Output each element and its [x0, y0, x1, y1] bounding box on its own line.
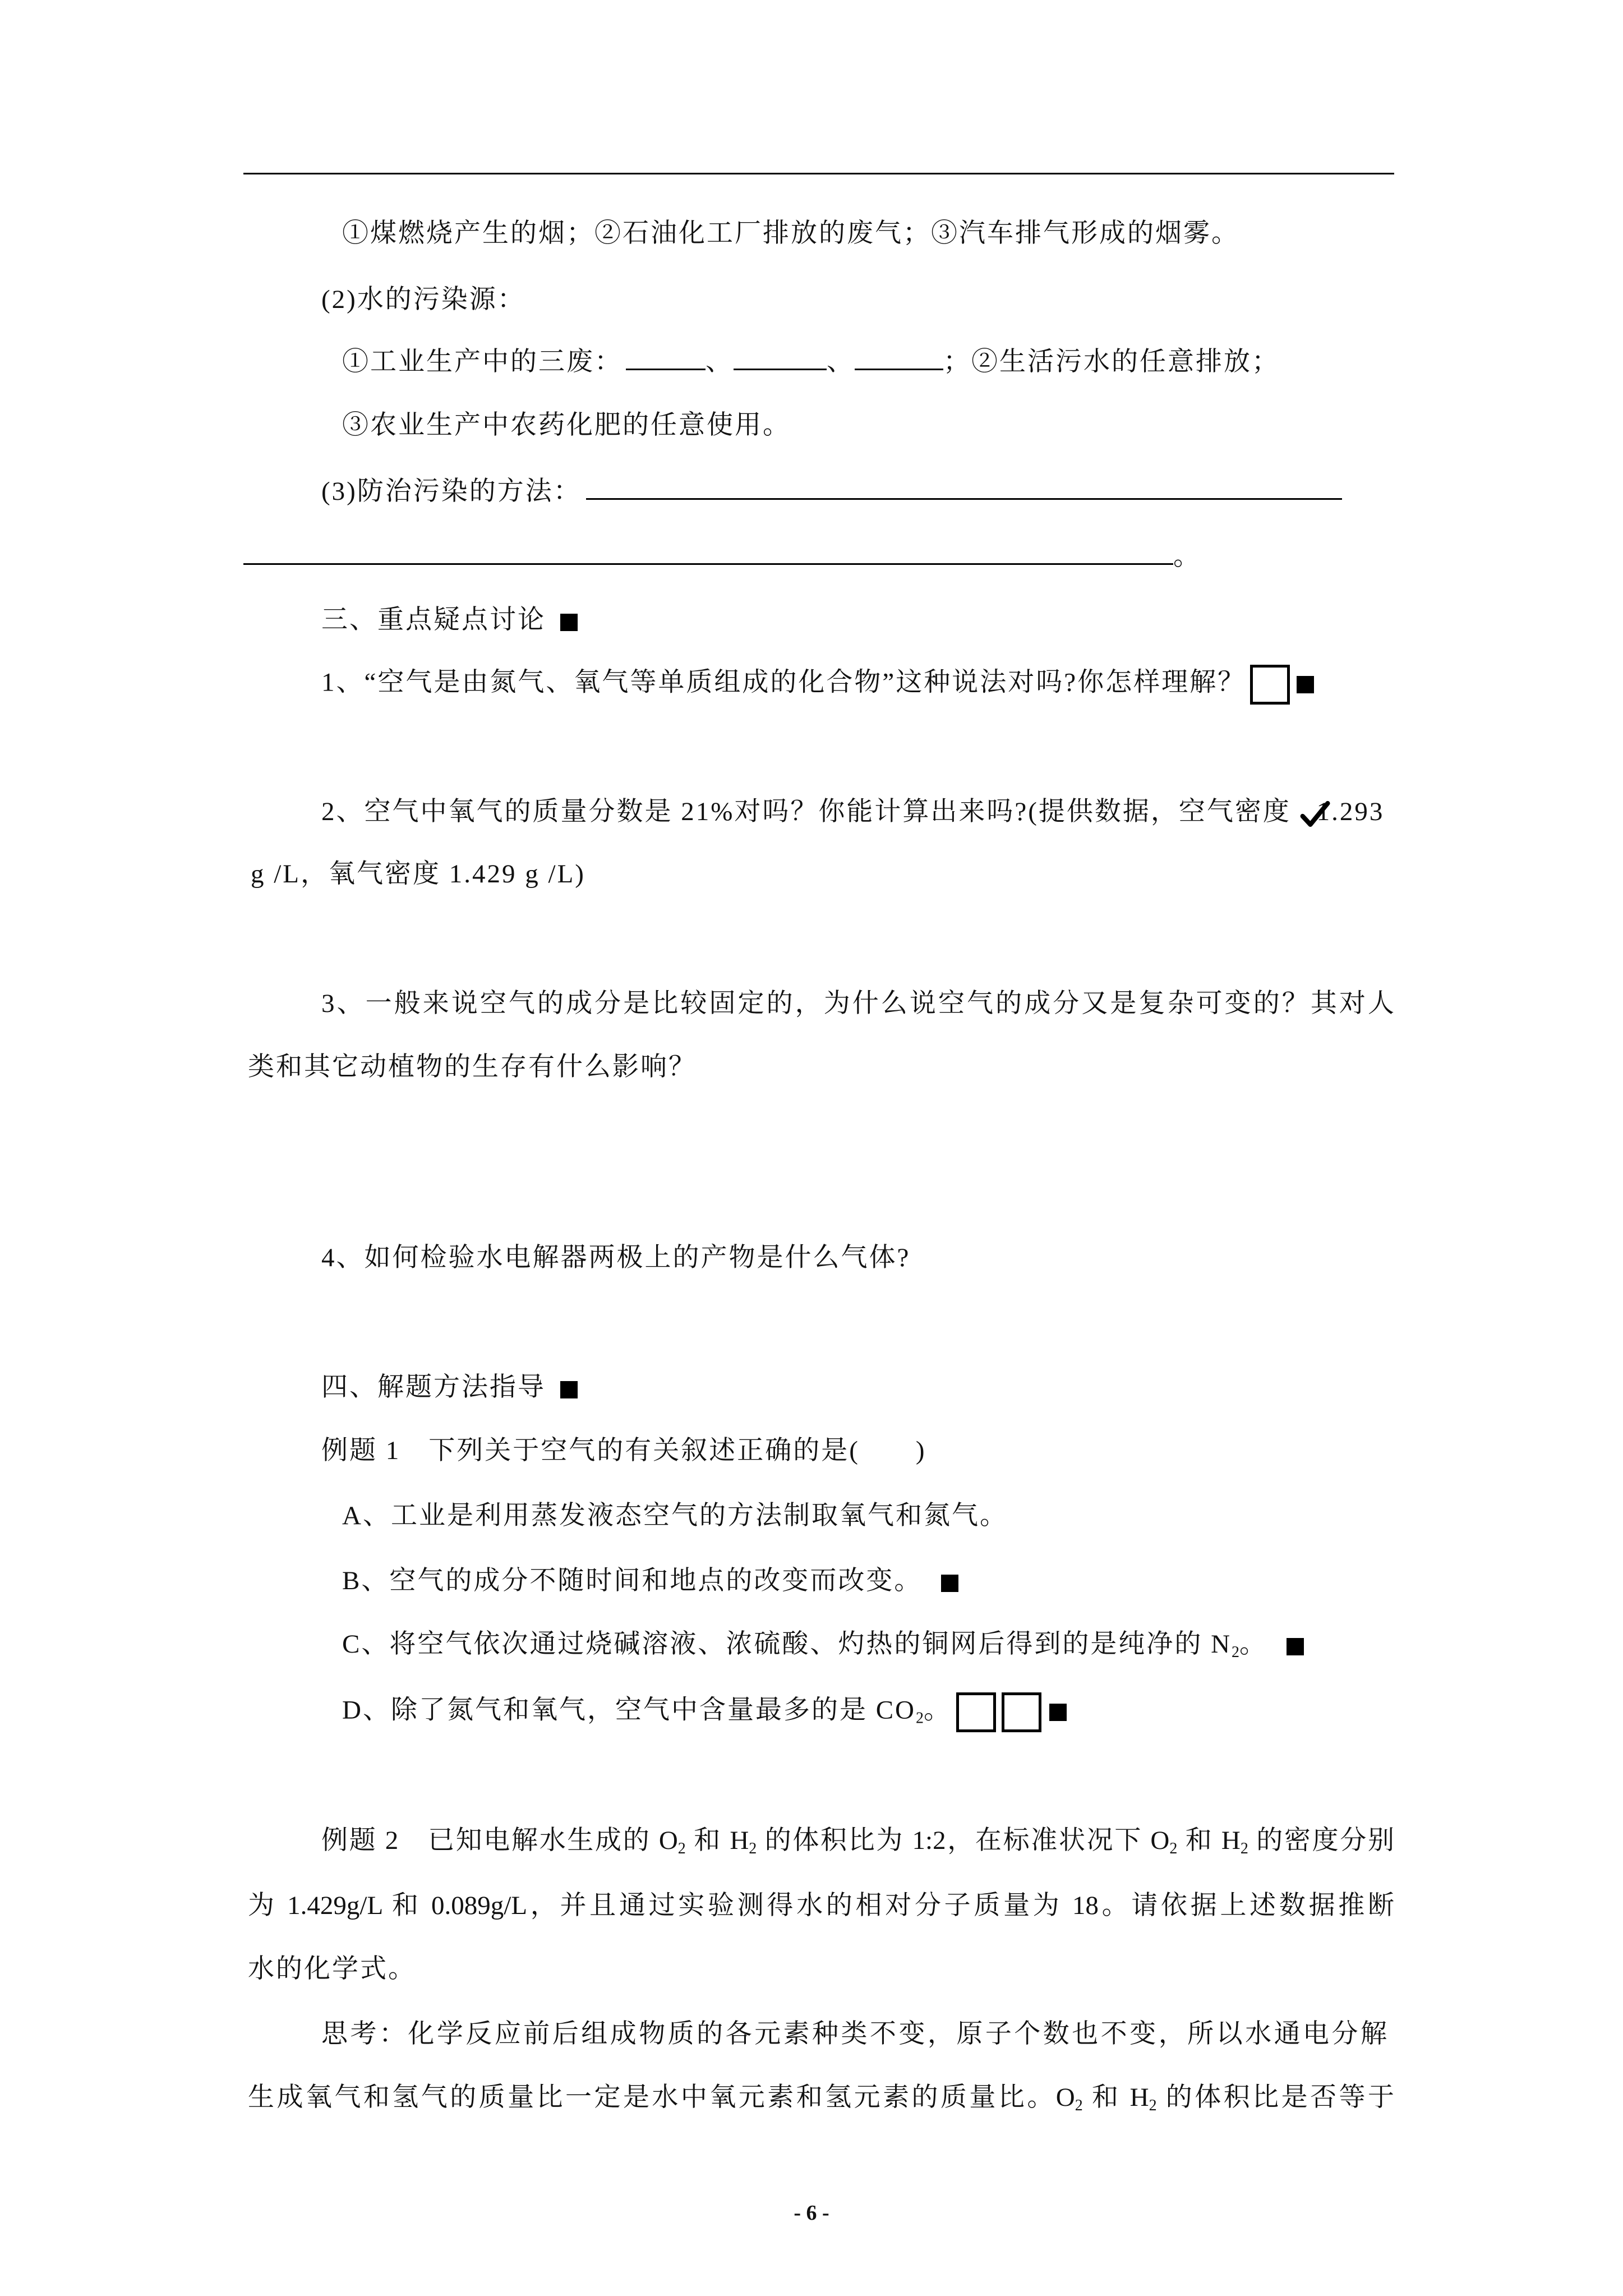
air-pollution-sources: ①煤燃烧产生的烟；②石油化工厂排放的废气；③汽车排气形成的烟雾。	[342, 219, 1239, 248]
discussion-heading	[321, 603, 578, 637]
option-c-text: C、将空气依次通过烧碱溶液、浓硫酸、灼热的铜网后得到的是纯净的 N	[342, 1630, 1232, 1659]
water-industrial-suffix: ；②生活污水的任意排放；	[943, 347, 1280, 376]
example-2-text: 已知电解水生成的 O	[426, 1826, 678, 1855]
water-pollution-heading: (2)水的污染源：	[321, 285, 525, 314]
question-1-text: 1、“空气是由氮气、氧气等单质组成的化合物”这种说法对吗?你怎样理解？	[321, 668, 1246, 697]
check-icon	[1299, 799, 1330, 830]
water-industrial-prefix: ①工业生产中的三废：	[342, 347, 623, 376]
subscript: 2	[1169, 1840, 1178, 1857]
option-c-end: 。	[1239, 1630, 1268, 1659]
prevention-end-mark: 。	[1173, 542, 1201, 571]
example-2-line-3: 水的化学式。	[248, 1954, 416, 1984]
example-2-text: 和 H	[1177, 1826, 1241, 1855]
answer-blank-1[interactable]	[626, 346, 706, 370]
black-square-marker	[560, 1381, 578, 1398]
thinking-text: 和 H	[1082, 2083, 1149, 2112]
answer-blank-3[interactable]	[855, 346, 943, 370]
water-agricultural-line: ③农业生产中农药化肥的任意使用。	[342, 411, 791, 440]
thinking-text: 生成氧气和氢气的质量比一定是水中氧元素和氢元素的质量比。O	[248, 2083, 1075, 2112]
subscript: 2	[915, 1709, 924, 1727]
methods-heading	[321, 1370, 578, 1404]
thinking-line-1: 思考：化学反应前后组成物质的各元素种类不变，原子个数也不变，所以水通电分解	[321, 2019, 1387, 2049]
prevention-label: (3)防治污染的方法：	[321, 477, 582, 506]
option-c	[342, 1627, 1304, 1661]
methods-heading-text: 四、解题方法指导	[321, 1373, 546, 1402]
example-1-question: 下列关于空气的有关叙述正确的是(	[428, 1436, 860, 1465]
separator: 、	[706, 347, 734, 376]
discussion-heading-text: 三、重点疑点讨论	[321, 605, 546, 634]
example-1-label: 例题 1	[321, 1436, 401, 1465]
option-b	[342, 1564, 958, 1598]
subscript: 2	[1232, 1644, 1240, 1661]
example-1-stem	[321, 1434, 926, 1467]
example-2-line-2: 为 1.429g/L 和 0.089g/L，并且通过实验测得水的相对分子质量为 18。请依据上述数据推断	[248, 1891, 1394, 1920]
question-3-line-1: 3、一般来说空气的成分是比较固定的，为什么说空气的成分又是复杂可变的？其对人	[321, 989, 1394, 1018]
subscript: 2	[1240, 1840, 1248, 1857]
question-4: 4、如何检验水电解器两极上的产物是什么气体?	[321, 1243, 911, 1272]
header-rule	[243, 173, 1394, 174]
black-square-marker	[1049, 1704, 1067, 1721]
empty-checkbox[interactable]	[1250, 665, 1290, 705]
prevention-line	[321, 475, 1342, 508]
black-square-marker	[560, 614, 578, 631]
question-2-line-2: g /L，氧气密度 1.429 g /L)	[251, 859, 585, 889]
thinking-text: 的体积比是否等于	[1156, 2083, 1395, 2112]
example-2-text: 和 H	[685, 1826, 749, 1855]
question-2-line-1	[321, 795, 1384, 829]
option-a: A、工业是利用蒸发液态空气的方法制取氧气和氮气。	[342, 1501, 1008, 1530]
empty-checkbox[interactable]	[1002, 1692, 1041, 1732]
example-1-close-paren: )	[915, 1436, 926, 1465]
water-industrial-line	[342, 345, 1280, 379]
prevention-answer-blank[interactable]	[586, 476, 1342, 500]
question-1	[321, 665, 1314, 698]
subscript: 2	[677, 1840, 686, 1857]
thinking-line-2	[248, 2081, 1394, 2114]
option-d-end: 。	[923, 1695, 952, 1725]
subscript: 2	[1075, 2097, 1083, 2114]
answer-blank-2[interactable]	[734, 346, 827, 370]
question-3-line-2: 类和其它动植物的生存有什么影响？	[248, 1052, 697, 1082]
prevention-line-2	[243, 540, 1201, 573]
black-square-marker	[1297, 676, 1314, 693]
black-square-marker	[941, 1575, 958, 1592]
page-number: - 6 -	[794, 2201, 829, 2225]
example-2-text: 的体积比为 1:2，在标准状况下 O	[757, 1826, 1170, 1855]
subscript: 2	[749, 1840, 757, 1857]
option-d-text: D、除了氮气和氧气，空气中含量最多的是 CO	[342, 1695, 916, 1725]
black-square-marker	[1287, 1638, 1304, 1655]
separator: 、	[827, 347, 855, 376]
example-2-line-1	[321, 1824, 1394, 1857]
option-d	[342, 1692, 1067, 1726]
empty-checkbox[interactable]	[956, 1692, 996, 1732]
example-2-label: 例题 2	[321, 1826, 399, 1855]
example-2-text: 的密度分别	[1248, 1826, 1395, 1855]
air-density-value: 1.293	[1316, 797, 1385, 826]
prevention-answer-blank-2[interactable]	[243, 541, 1173, 565]
option-b-text: B、空气的成分不随时间和地点的改变而改变。	[342, 1566, 923, 1595]
subscript: 2	[1149, 2097, 1157, 2114]
question-2-text: 2、空气中氧气的质量分数是 21%对吗？你能计算出来吗?(提供数据，空气密度	[321, 797, 1299, 826]
